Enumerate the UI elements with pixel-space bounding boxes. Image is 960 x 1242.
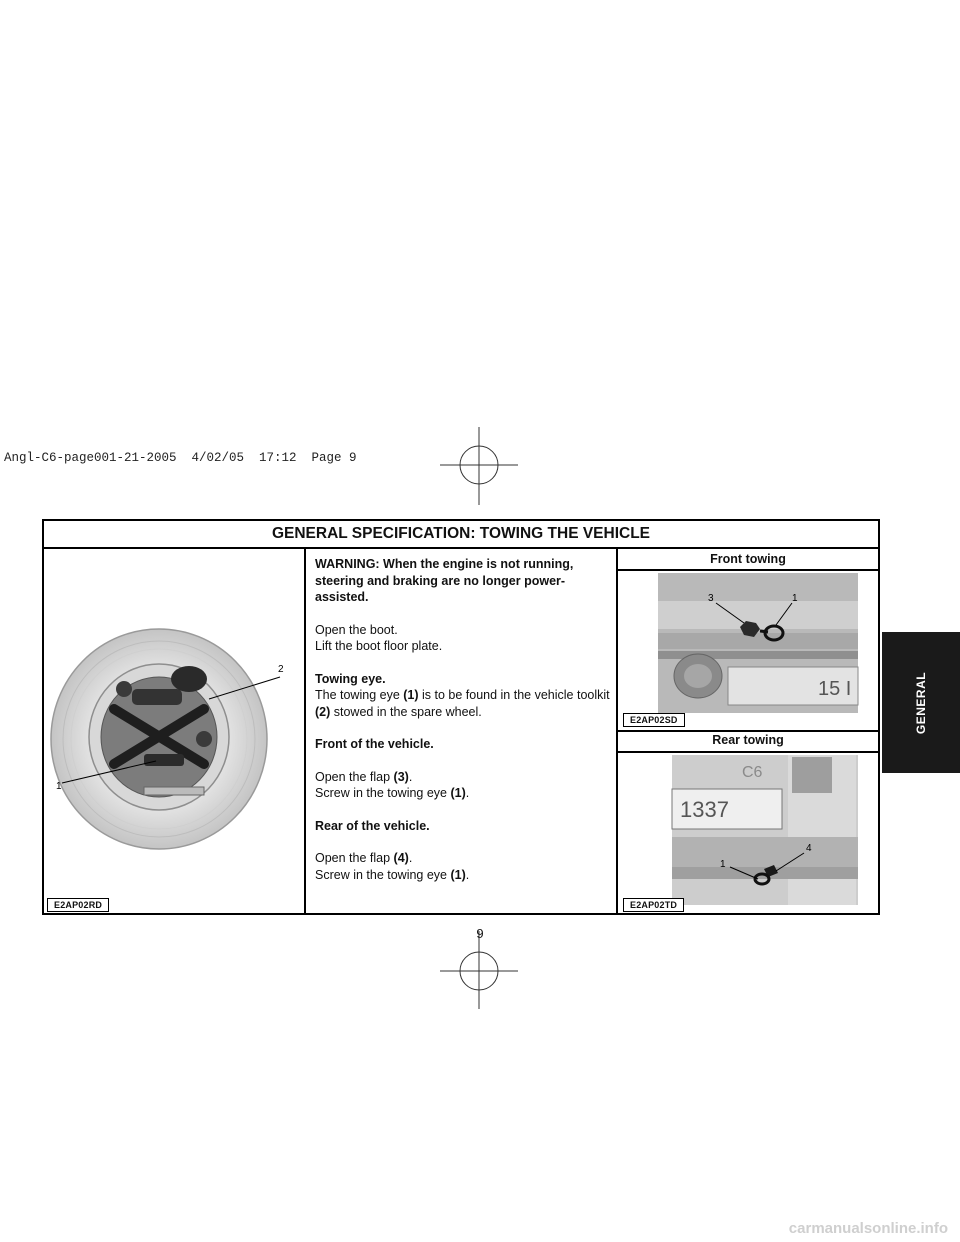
page-number: 9: [476, 926, 484, 941]
instructions-text: [315, 556, 615, 899]
front-flap-b: .: [408, 769, 413, 784]
towing-eye-heading: Towing eye.: [315, 671, 386, 686]
towing-eye-text-a: The towing eye: [315, 688, 404, 702]
rear-screw-ref: (1): [450, 867, 466, 882]
step-open-boot: Open the boot.: [315, 622, 398, 637]
front-plate-text: 15 I: [818, 678, 852, 700]
front-flap-ref: (3): [393, 769, 409, 784]
callout-1-wheel: 1: [56, 781, 62, 792]
section-tab-general[interactable]: [882, 632, 960, 773]
rear-flap-b: .: [408, 851, 413, 865]
callout-4-rear: 4: [806, 843, 812, 854]
towing-eye-text-c: stowed in the spare wheel.: [330, 704, 482, 719]
rear-towing-photo: [618, 753, 878, 915]
callout-1-rear: 1: [720, 859, 726, 870]
registration-mark-top: [440, 427, 520, 507]
rear-heading: Rear of the vehicle.: [315, 818, 430, 833]
front-flap-a: Open the flap: [315, 769, 394, 784]
image-code-rear: E2AP02TD: [623, 898, 684, 912]
spare-wheel-illustration: [44, 549, 304, 913]
towing-eye-ref-2: (2): [315, 704, 331, 719]
registration-mark-bottom: [440, 931, 520, 1011]
rear-plate-text: 1337: [680, 797, 729, 822]
rear-screw-a: Screw in the towing eye: [315, 867, 451, 882]
front-screw-ref: (1): [450, 786, 466, 800]
step-lift-floor: Lift the boot floor plate.: [315, 639, 443, 653]
rear-screw-b: .: [465, 867, 470, 882]
warning-text: WARNING: When the engine is not running, steering and braking are no longer power-assisted.: [315, 557, 574, 604]
callout-3-front: 3: [708, 593, 714, 604]
callout-2-wheel: 2: [278, 664, 284, 675]
towing-eye-text-b: is to be found in the vehicle toolkit: [418, 688, 610, 702]
rear-towing-heading: Rear towing: [712, 733, 784, 747]
front-heading: Front of the vehicle.: [315, 737, 434, 751]
rear-flap-ref: (4): [393, 851, 409, 865]
towing-eye-ref-1: (1): [403, 688, 419, 702]
rear-flap-a: Open the flap: [315, 851, 394, 865]
section-title: GENERAL SPECIFICATION: TOWING THE VEHICLE: [44, 521, 878, 549]
callout-1-front: 1: [792, 593, 798, 604]
front-towing-photo: [618, 571, 878, 731]
spare-wheel-panel: [44, 549, 306, 913]
watermark: carmanualsonline.info: [788, 1220, 948, 1237]
front-screw-a: Screw in the towing eye: [315, 786, 451, 800]
content-frame: [42, 519, 880, 915]
instructions-panel: [306, 549, 618, 913]
front-towing-heading: Front towing: [710, 552, 786, 566]
towing-photos-panel: [618, 549, 878, 913]
image-code-left: E2AP02RD: [47, 898, 109, 912]
print-header-line: Angl-C6-page001-21-2005 4/02/05 17:12 Page 9: [4, 451, 357, 465]
rear-badge-text: C6: [742, 764, 763, 781]
section-tab-label: GENERAL: [914, 671, 928, 734]
image-code-front: E2AP02SD: [623, 713, 685, 727]
front-screw-b: .: [465, 786, 470, 800]
